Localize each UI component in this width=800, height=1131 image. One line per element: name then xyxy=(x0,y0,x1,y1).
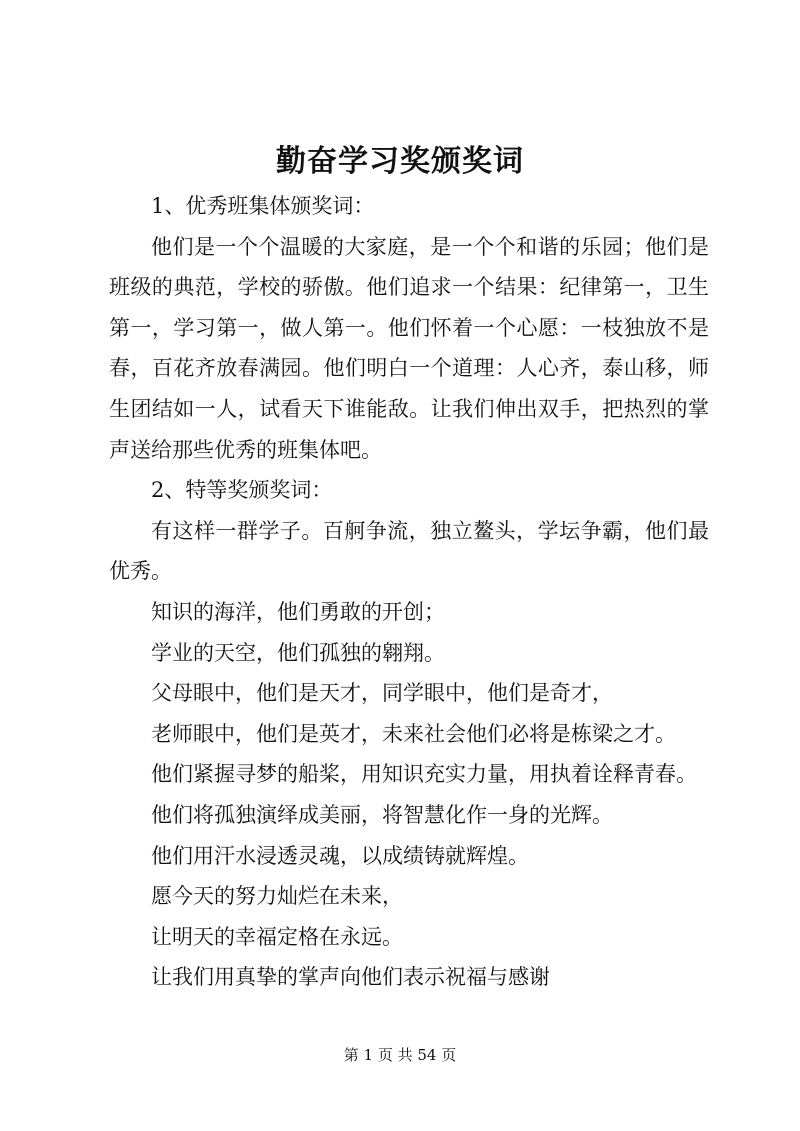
paragraph-heading-2: 2、特等奖颁奖词： xyxy=(151,478,333,503)
poem-line: 学业的天空，他们孤独的翱翔。 xyxy=(151,640,445,665)
poem-line: 老师眼中，他们是英才，未来社会他们必将是栋梁之才。 xyxy=(151,721,676,746)
poem-line: 他们将孤独演绎成美丽，将智慧化作一身的光辉。 xyxy=(151,802,613,827)
paragraph-class-award: 他们是一个个温暖的大家庭，是一个个和谐的乐园；他们是班级的典范，学校的骄傲。他们追求一个结果：纪律第一，卫生第一，学习第一，做人第一。他们怀着一个心愿：一枝独放不是春，百花齐放春满园。他们明白一个道理：人心齐，泰山移，师生团结如一人，试看天下谁能敌。让我们伸出双手，把热烈的掌声送给那些优秀的班集体吧。 xyxy=(109,234,709,462)
poem-line: 愿今天的努力灿烂在未来， xyxy=(151,884,403,909)
poem-line: 知识的海洋，他们勇敢的开创； xyxy=(151,599,445,624)
poem-line: 让明天的幸福定格在永远。 xyxy=(151,924,403,949)
poem-line: 父母眼中，他们是天才，同学眼中，他们是奇才， xyxy=(151,681,613,706)
poem-line: 让我们用真挚的掌声向他们表示祝福与感谢 xyxy=(151,965,550,990)
document-body xyxy=(109,186,709,998)
poem-line: 他们紧握寻梦的船桨，用知识充实力量，用执着诠释青春。 xyxy=(151,762,697,787)
paragraph-heading-1: 1、优秀班集体颁奖词： xyxy=(151,194,375,218)
poem-line: 他们用汗水浸透灵魂，以成绩铸就辉煌。 xyxy=(151,843,529,868)
paragraph-special-award-intro: 有这样一群学子。百舸争流，独立鳌头，学坛争霸，他们最优秀。 xyxy=(109,518,709,584)
page-footer: 第 1 页 共 54 页 xyxy=(343,1046,457,1064)
page-title: 勤奋学习奖颁奖词 xyxy=(276,144,524,179)
